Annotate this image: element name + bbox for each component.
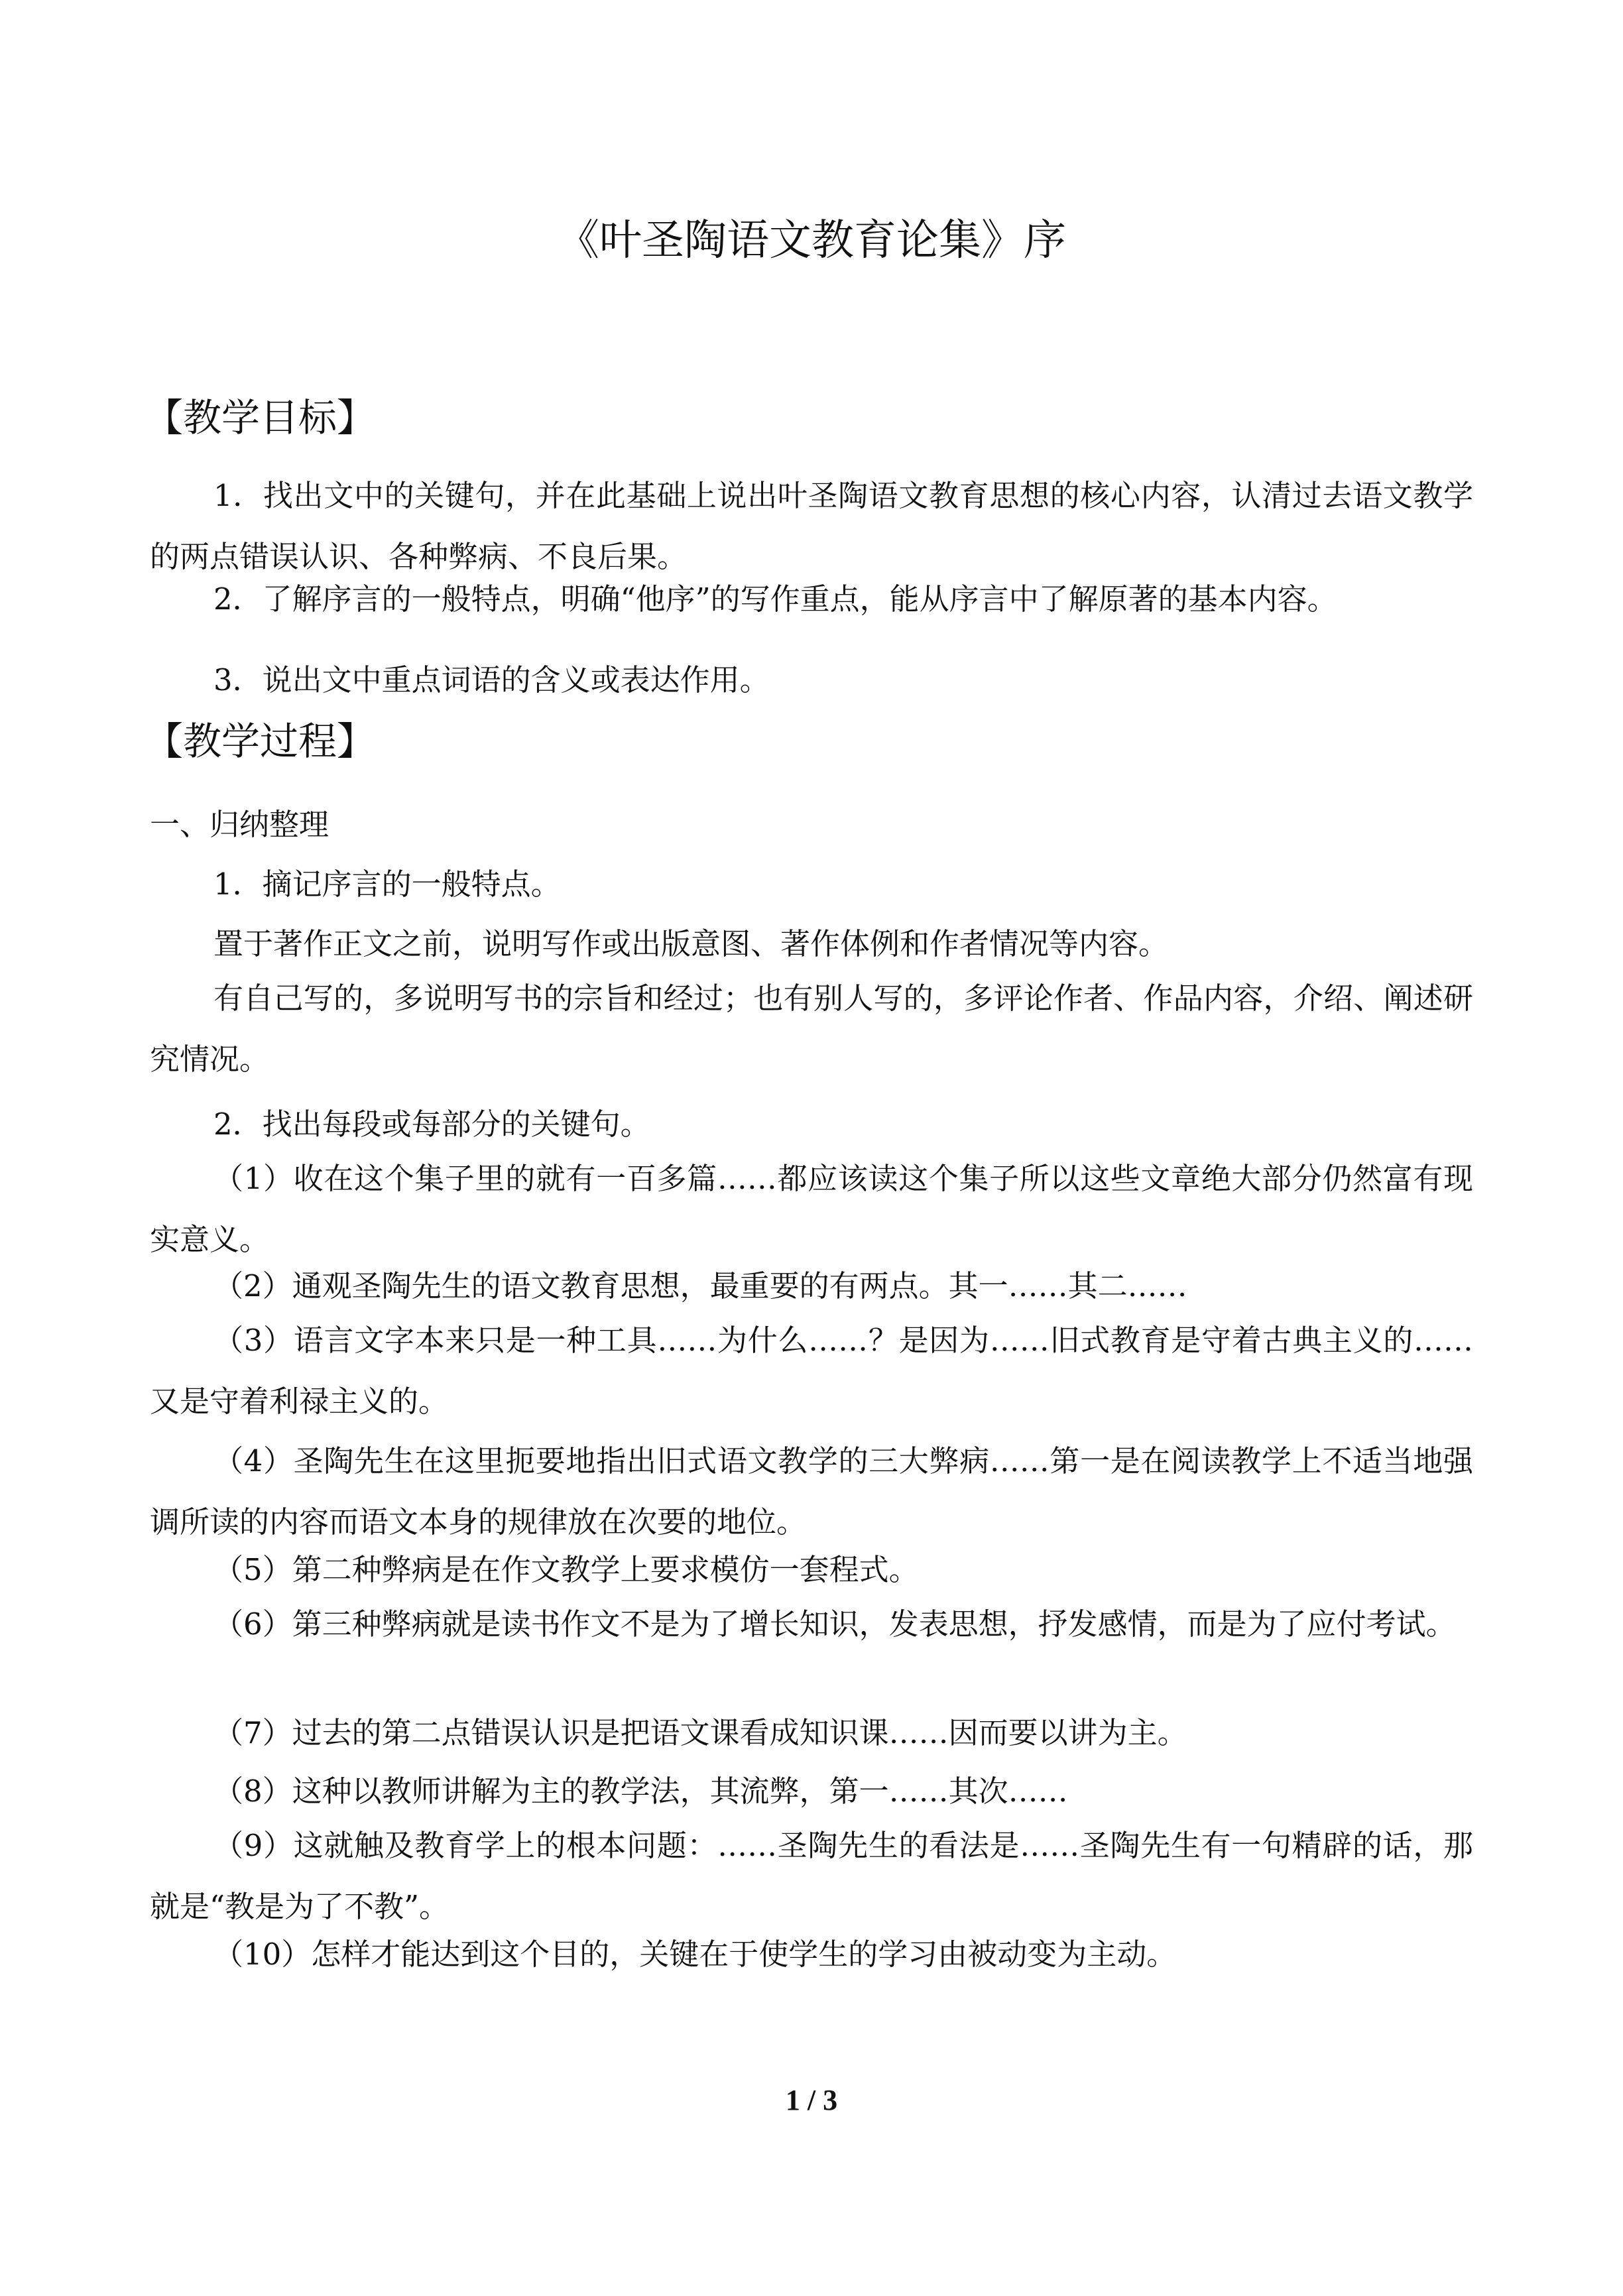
step-1-title: 1．摘记序言的一般特点。 xyxy=(213,867,561,902)
subheading-summary: 一、归纳整理 xyxy=(150,807,330,842)
key-sentence-7: （7）过去的第二点错误认识是把语文课看成知识课……因而要以讲为主。 xyxy=(213,1715,1187,1750)
key-sentence-4: （4）圣陶先生在这里扼要地指出旧式语文教学的三大弊病……第一是在阅读教学上不适当地强调所读的内容而语文本身的规律放在次要的地位。 xyxy=(150,1443,1473,1540)
key-sentence-6: （6）第三种弊病就是读书作文不是为了增长知识，发表思想，抒发感情，而是为了应付考试。 xyxy=(213,1606,1456,1642)
key-sentence-1: （1）收在这个集子里的就有一百多篇……都应该读这个集子所以这些文章绝大部分仍然富有现实意义。 xyxy=(150,1161,1473,1257)
goal-item-1: 1．找出文中的关键句，并在此基础上说出叶圣陶语文教育思想的核心内容，认清过去语文教学的两点错误认识、各种弊病、不良后果。 xyxy=(150,478,1473,574)
step-2-title: 2．找出每段或每部分的关键句。 xyxy=(213,1107,650,1142)
heading-teaching-process: 【教学过程】 xyxy=(145,719,376,764)
goal-item-2: 2．了解序言的一般特点，明确“他序”的写作重点，能从序言中了解原著的基本内容。 xyxy=(213,581,1337,617)
document-title: 《叶圣陶语文教育论集》序 xyxy=(557,216,1066,265)
step-1-text-1: 置于著作正文之前，说明写作或出版意图、著作体例和作者情况等内容。 xyxy=(213,926,1169,961)
key-sentence-9: （9）这就触及教育学上的根本问题：……圣陶先生的看法是……圣陶先生有一句精辟的话，那就是“教是为了不教”。 xyxy=(150,1828,1473,1924)
key-sentence-8: （8）这种以教师讲解为主的教学法，其流弊，第一……其次…… xyxy=(213,1774,1068,1809)
key-sentence-2: （2）通观圣陶先生的语文教育思想，最重要的有两点。其一……其二…… xyxy=(213,1268,1187,1303)
step-1-text-2: 有自己写的，多说明写书的宗旨和经过；也有别人写的，多评论作者、作品内容，介绍、阐述研究情况。 xyxy=(150,981,1473,1077)
key-sentence-3: （3）语言文字本来只是一种工具……为什么……？是因为……旧式教育是守着古典主义的……又是守着利禄主义的。 xyxy=(150,1323,1473,1419)
heading-teaching-goals: 【教学目标】 xyxy=(145,395,376,440)
key-sentence-5: （5）第二种弊病是在作文教学上要求模仿一套程式。 xyxy=(213,1552,919,1587)
key-sentence-10: （10）怎样才能达到这个目的，关键在于使学生的学习由被动变为主动。 xyxy=(213,1937,1177,1972)
goal-item-3: 3．说出文中重点词语的含义或表达作用。 xyxy=(213,662,770,697)
page-number: 1 / 3 xyxy=(785,2084,838,2116)
